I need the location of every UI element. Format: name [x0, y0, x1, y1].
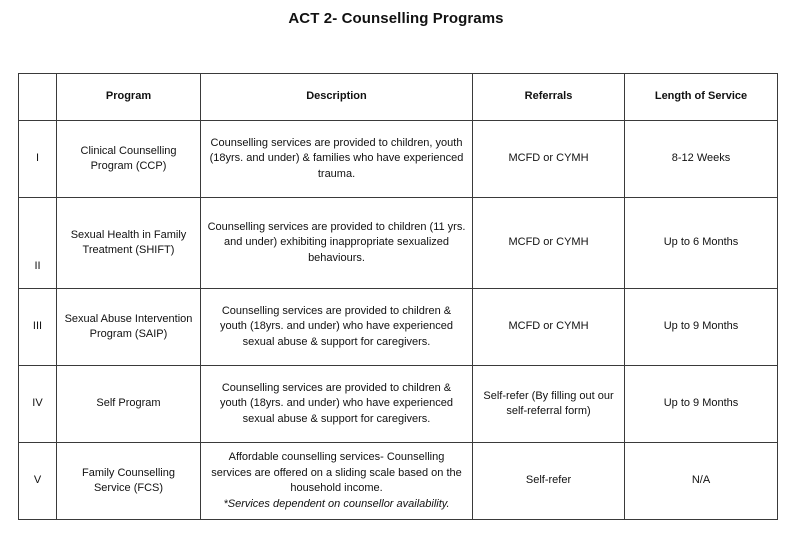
program-name: Family Counselling Service (FCS): [57, 443, 201, 520]
row-numeral: V: [19, 443, 57, 520]
program-description: Counselling services are provided to children & youth (18yrs. and under) who have experienced sexual abuse & support for caregivers.: [201, 366, 473, 443]
row-numeral: II: [19, 198, 57, 289]
program-description: Counselling services are provided to children, youth (18yrs. and under) & families who have experienced trauma.: [201, 121, 473, 198]
page-title: ACT 2- Counselling Programs: [288, 10, 504, 27]
program-description: Affordable counselling services- Counselling services are offered on a sliding scale based on the household income.: [211, 451, 462, 494]
program-referrals: MCFD or CYMH: [473, 289, 625, 366]
header-index: [19, 74, 57, 121]
header-referrals: Referrals: [473, 74, 625, 121]
table-row: [19, 366, 778, 443]
program-name: Clinical Counselling Program (CCP): [57, 121, 201, 198]
table-row: [19, 443, 778, 520]
program-name: Sexual Health in Family Treatment (SHIFT): [57, 198, 201, 289]
program-referrals: MCFD or CYMH: [473, 121, 625, 198]
program-name: Self Program: [57, 366, 201, 443]
program-referrals: Self-refer: [473, 443, 625, 520]
program-description: Counselling services are provided to children (11 yrs. and under) exhibiting inappropriate sexualized behaviours.: [201, 198, 473, 289]
header-program: Program: [57, 74, 201, 121]
header-description: Description: [201, 74, 473, 121]
row-numeral: IV: [19, 366, 57, 443]
table-row: [19, 289, 778, 366]
program-referrals: MCFD or CYMH: [473, 198, 625, 289]
table-row: [19, 121, 778, 198]
program-length: Up to 9 Months: [625, 366, 778, 443]
program-length: Up to 9 Months: [625, 289, 778, 366]
program-length: 8-12 Weeks: [625, 121, 778, 198]
programs-table: [18, 73, 778, 520]
availability-note: *Services dependent on counsellor availability.: [223, 497, 450, 510]
program-referrals: Self-refer (By filling out our self-referral form): [473, 366, 625, 443]
table-row: [19, 198, 778, 289]
row-numeral: I: [19, 121, 57, 198]
program-description: Counselling services are provided to children & youth (18yrs. and under) who have experienced sexual abuse & support for caregivers.: [201, 289, 473, 366]
program-name: Sexual Abuse Intervention Program (SAIP): [57, 289, 201, 366]
header-row: [19, 74, 778, 121]
program-length: Up to 6 Months: [625, 198, 778, 289]
header-length-of-service: Length of Service: [625, 74, 778, 121]
row-numeral: III: [19, 289, 57, 366]
program-length: N/A: [625, 443, 778, 520]
program-description-cell: [201, 443, 473, 520]
